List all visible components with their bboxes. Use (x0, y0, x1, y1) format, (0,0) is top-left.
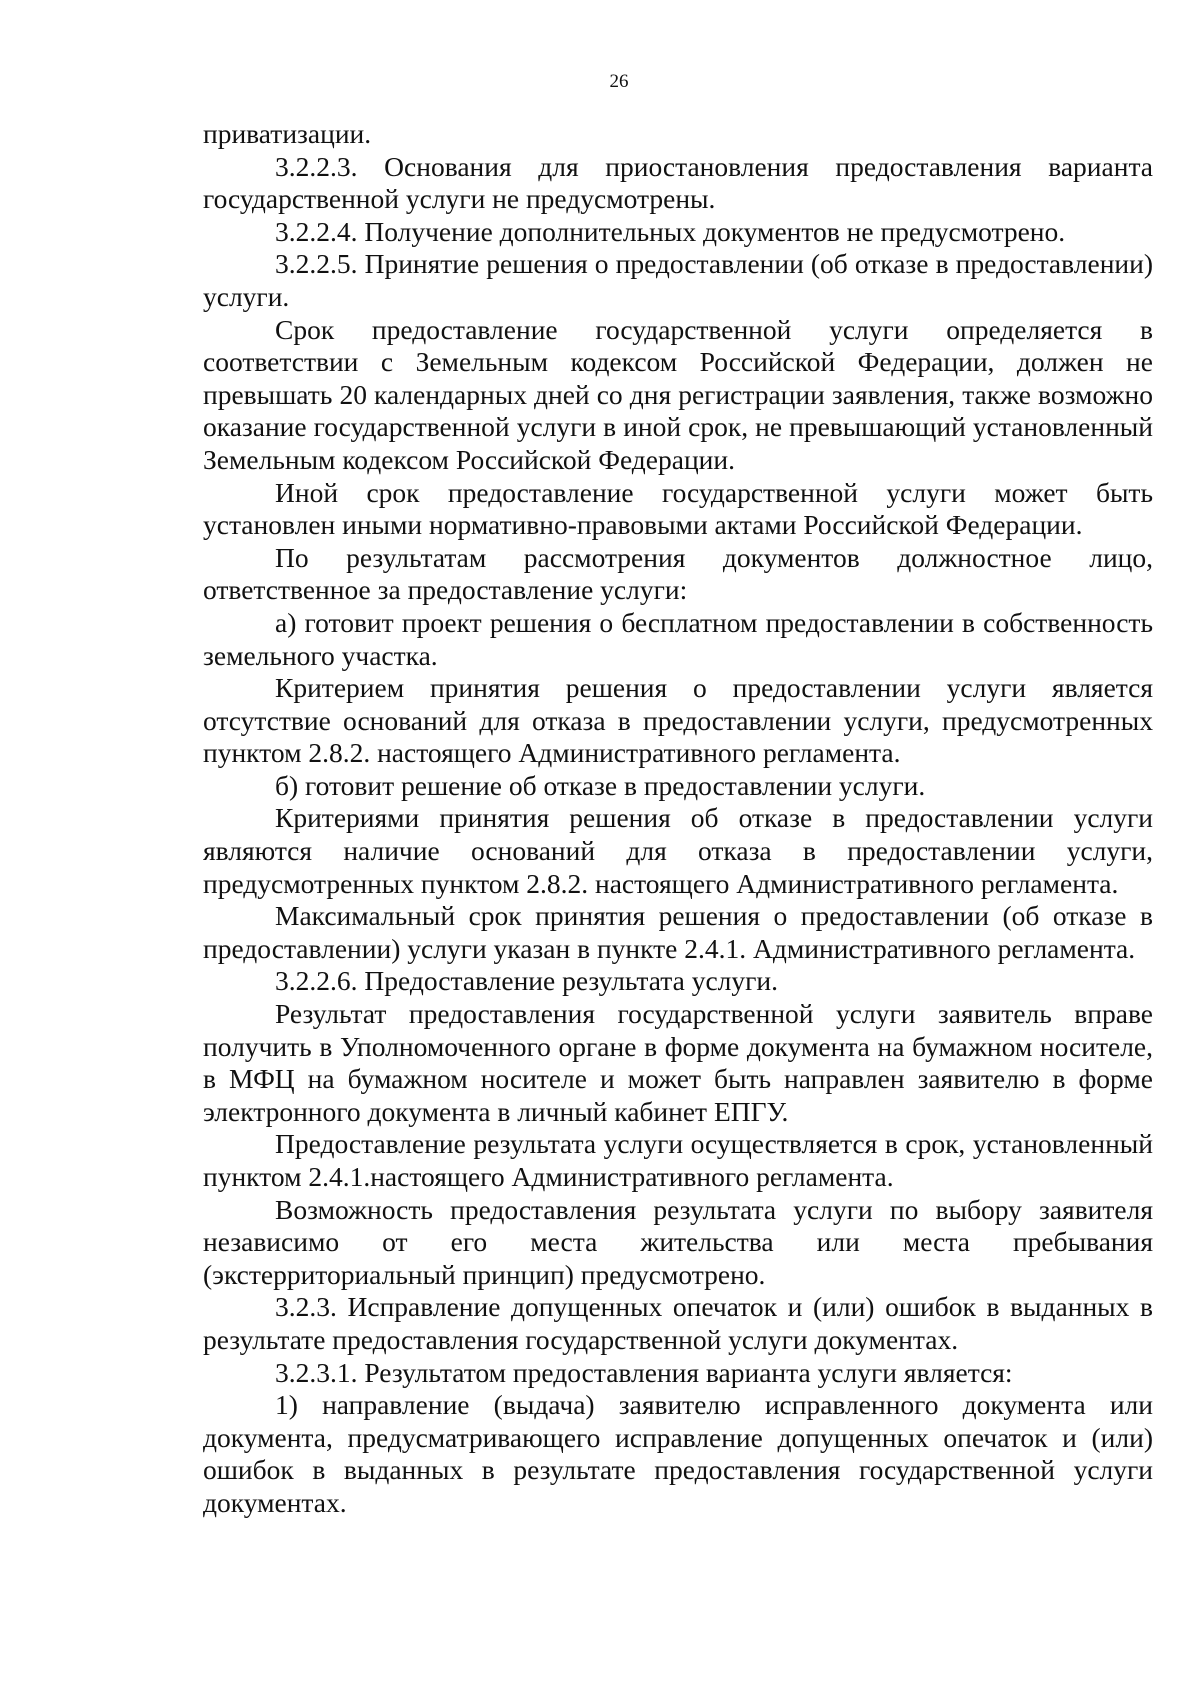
paragraph: Предоставление результата услуги осуществляется в срок, установленный пунктом 2.4.1.настоящего Административного регламента. (203, 1128, 1153, 1192)
document-body (203, 118, 1153, 1520)
paragraph: б) готовит решение об отказе в предоставлении услуги. (275, 769, 926, 801)
paragraph: 3.2.2.4. Получение дополнительных документов не предусмотрено. (275, 215, 1066, 247)
paragraph: Возможность предоставления результата услуги по выбору заявителя независимо от его места жительства или места пребывания (экстерриториальный принцип) предусмотрено. (203, 1193, 1153, 1290)
paragraph: Результат предоставления государственной услуги заявитель вправе получить в Уполномоченного органе в форме документа на бумажном носителе, в МФЦ на бумажном носителе и может быть направлен заявителю в форме электронного документа в личный кабинет ЕПГУ. (203, 998, 1153, 1127)
page-number: 26 (609, 71, 629, 92)
paragraph: По результатам рассмотрения документов должностное лицо, ответственное за предоставление услуги: (203, 541, 1153, 606)
paragraph: 3.2.2.3. Основания для приостановления предоставления варианта государственной услуги не предусмотрены. (203, 150, 1153, 215)
paragraph: Критериями принятия решения об отказе в предоставлении услуги являются наличие оснований для отказа в предоставлении услуги, предусмотренных пунктом 2.8.2. настоящего Административного регламента. (203, 802, 1153, 899)
paragraph: 3.2.3.1. Результатом предоставления варианта услуги является: (275, 1356, 1013, 1388)
paragraph: Максимальный срок принятия решения о предоставлении (об отказе в предоставлении) услуги указан в пункте 2.4.1. Административного регламента. (203, 900, 1153, 964)
paragraph: приватизации. (203, 118, 372, 149)
paragraph: 1) направление (выдача) заявителю исправленного документа или документа, предусматривающего исправление допущенных опечаток и (или) ошибок в выданных в результате предоставления государственной услуги документах. (203, 1389, 1153, 1518)
paragraph: 3.2.2.6. Предоставление результата услуги. (275, 965, 779, 997)
paragraph: 3.2.2.5. Принятие решения о предоставлении (об отказе в предоставлении) услуги. (203, 248, 1153, 312)
paragraph: Иной срок предоставление государственной услуги может быть установлен иными нормативно-правовыми актами Российской Федерации. (203, 476, 1153, 541)
paragraph: а) готовит проект решения о бесплатном предоставлении в собственность земельного участка. (203, 606, 1153, 671)
paragraph: Срок предоставление государственной услуги определяется в соответствии с Земельным кодексом Российской Федерации, должен не превышать 20 календарных дней со дня регистрации заявления, также возможно оказание государственной услуги в иной срок, не превышающий установленный Земельным кодексом Российской Федерации. (203, 313, 1153, 475)
paragraph: 3.2.3. Исправление допущенных опечаток и (или) ошибок в выданных в результате предоставления государственной услуги документах. (203, 1291, 1153, 1355)
paragraph: Критерием принятия решения о предоставлении услуги является отсутствие оснований для отказа в предоставлении услуги, предусмотренных пунктом 2.8.2. настоящего Административного регламента. (203, 672, 1153, 769)
